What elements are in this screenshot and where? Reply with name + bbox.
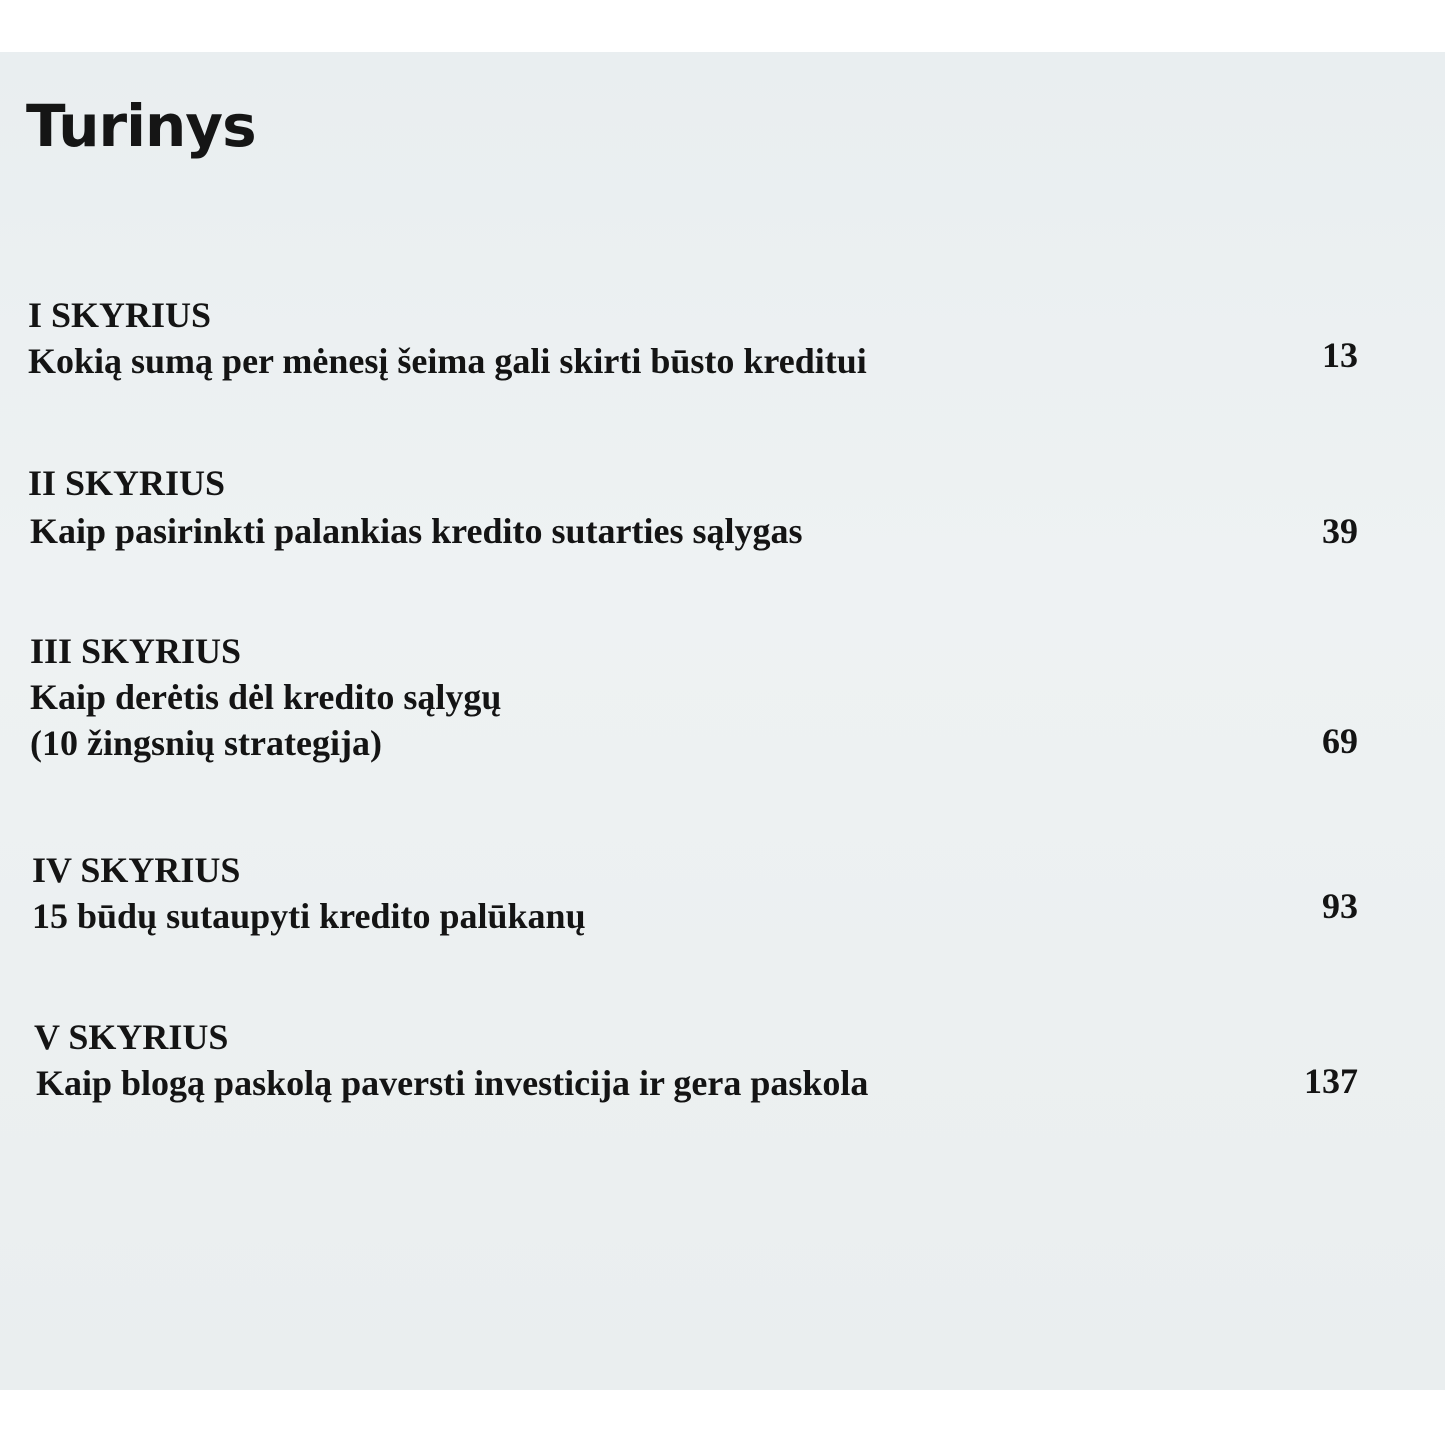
page-number: 39 <box>1322 511 1358 551</box>
chapter-title-line: Kaip derėtis dėl kredito sąlygų <box>30 677 502 717</box>
book-page <box>0 52 1445 1390</box>
chapter-label: V SKYRIUS <box>34 1017 229 1057</box>
page-number: 137 <box>1304 1061 1358 1101</box>
chapter-label: II SKYRIUS <box>28 463 226 503</box>
chapter-title <box>30 674 730 766</box>
chapter-title-line: (10 žingsnių strategija) <box>30 723 382 763</box>
chapter-title: Kaip blogą paskolą paversti investicija ir gera paskola <box>36 1063 869 1103</box>
chapter-label: III SKYRIUS <box>30 631 242 671</box>
page-number: 69 <box>1322 721 1358 761</box>
page-number: 93 <box>1322 886 1358 926</box>
page-number: 13 <box>1322 335 1358 375</box>
page-title: Turinys <box>26 92 256 160</box>
chapter-title: Kokią sumą per mėnesį šeima gali skirti būsto kreditui <box>28 341 867 381</box>
chapter-title: 15 būdų sutaupyti kredito palūkanų <box>32 896 586 936</box>
chapter-title: Kaip pasirinkti palankias kredito sutarties sąlygas <box>30 511 803 551</box>
chapter-label: I SKYRIUS <box>28 295 212 335</box>
chapter-label: IV SKYRIUS <box>32 850 241 890</box>
